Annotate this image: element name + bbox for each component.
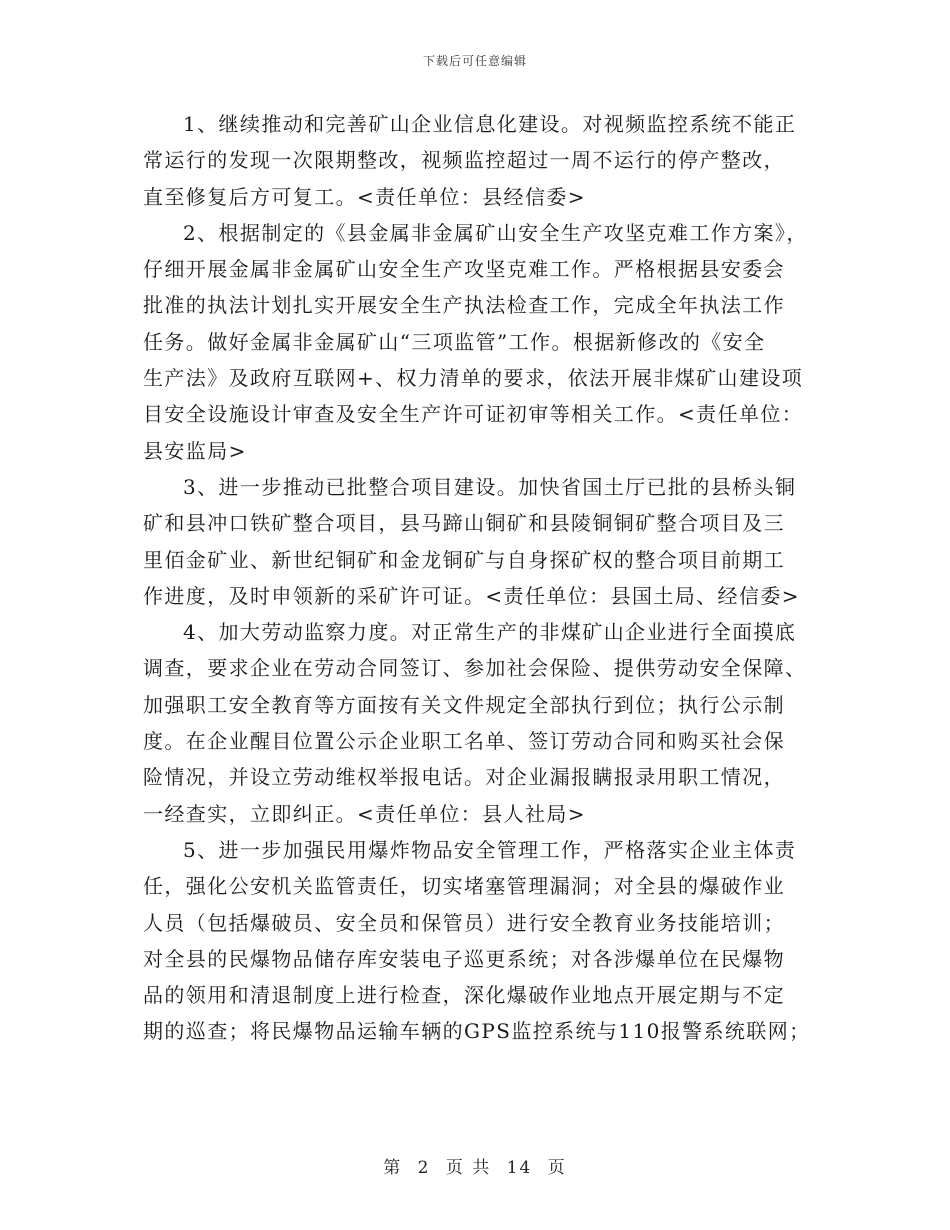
footer-suffix: 页 bbox=[547, 1158, 567, 1178]
text-line: 矿和县冲口铁矿整合项目，县马蹄山铜矿和县陵铜铜矿整合项目及三 bbox=[143, 511, 785, 536]
paragraph-1 bbox=[143, 106, 813, 215]
text-line: 目安全设施设计审查及安全生产许可证初审等相关工作。<责任单位： bbox=[143, 402, 804, 427]
text-line: 一经查实，立即纠正。<责任单位：县人社局> bbox=[143, 801, 586, 826]
text-line: 险情况，并设立劳动维权举报电话。对企业漏报瞒报录用职工情况， bbox=[143, 765, 785, 790]
text-line: 里佰金矿业、新世纪铜矿和金龙铜矿与自身探矿权的整合项目前期工 bbox=[143, 547, 785, 572]
text-line: 2、根据制定的《县金属非金属矿山安全生产攻坚克难工作方案》， bbox=[183, 220, 808, 245]
document-body bbox=[143, 106, 813, 1050]
text-line: 1、继续推动和完善矿山企业信息化建设。对视频监控系统不能正 bbox=[183, 112, 797, 136]
page-footer bbox=[0, 1153, 950, 1178]
text-line: 人员（包括爆破员、安全员和保管员）进行安全教育业务技能培训； bbox=[143, 910, 785, 935]
text-line: 任务。做好金属非金属矿山“三项监管”工作。根据新修改的《安全 bbox=[143, 329, 766, 354]
total-pages: 14 bbox=[506, 1158, 533, 1178]
paragraph-2 bbox=[143, 215, 813, 469]
text-line: 度。在企业醒目位置公示企业职工名单、签订劳动合同和购买社会保 bbox=[143, 729, 785, 754]
text-line: 批准的执法计划扎实开展安全生产执法检查工作，完成全年执法工作 bbox=[143, 293, 785, 318]
text-line: 常运行的发现一次限期整改，视频监控超过一周不运行的停产整改， bbox=[143, 148, 785, 173]
text-line: 品的领用和清退制度上进行检查，深化爆破作业地点开展定期与不定 bbox=[143, 983, 785, 1008]
text-line: 调查，要求企业在劳动合同签订、参加社会保险、提供劳动安全保障、 bbox=[143, 656, 807, 681]
text-line: 5、进一步加强民用爆炸物品安全管理工作，严格落实企业主体责 bbox=[183, 837, 797, 862]
footer-middle: 页 共 bbox=[445, 1158, 492, 1178]
text-line: 作进度，及时申领新的采矿许可证。<责任单位：县国土局、经信委> bbox=[143, 583, 800, 608]
text-line: 县安监局> bbox=[143, 438, 247, 463]
text-line: 加强职工安全教育等方面按有关文件规定全部执行到位；执行公示制 bbox=[143, 692, 785, 717]
text-line: 期的巡查；将民爆物品运输车辆的GPS监控系统与110报警系统联网； bbox=[143, 1019, 811, 1044]
text-line: 仔细开展金属非金属矿山安全生产攻坚克难工作。严格根据县安委会 bbox=[143, 257, 785, 282]
text-line: 生产法》及政府互联网+、权力清单的要求，依法开展非煤矿山建设项 bbox=[143, 366, 804, 391]
paragraph-3 bbox=[143, 469, 813, 614]
page-number: 2 bbox=[417, 1158, 431, 1178]
footer-prefix: 第 bbox=[383, 1158, 403, 1178]
text-line: 直至修复后方可复工。<责任单位：县经信委> bbox=[143, 184, 586, 209]
page-header: 下载后可任意编辑 bbox=[422, 54, 527, 68]
text-line: 4、加大劳动监察力度。对正常生产的非煤矿山企业进行全面摸底 bbox=[183, 620, 797, 645]
text-line: 任，强化公安机关监管责任，切实堵塞管理漏洞；对全县的爆破作业 bbox=[143, 874, 785, 899]
text-line: 对全县的民爆物品储存库安装电子巡更系统；对各涉爆单位在民爆物 bbox=[143, 946, 785, 971]
paragraph-4 bbox=[143, 614, 813, 832]
paragraph-5 bbox=[143, 832, 813, 1050]
text-line: 3、进一步推动已批整合项目建设。加快省国土厅已批的县桥头铜 bbox=[183, 474, 797, 499]
